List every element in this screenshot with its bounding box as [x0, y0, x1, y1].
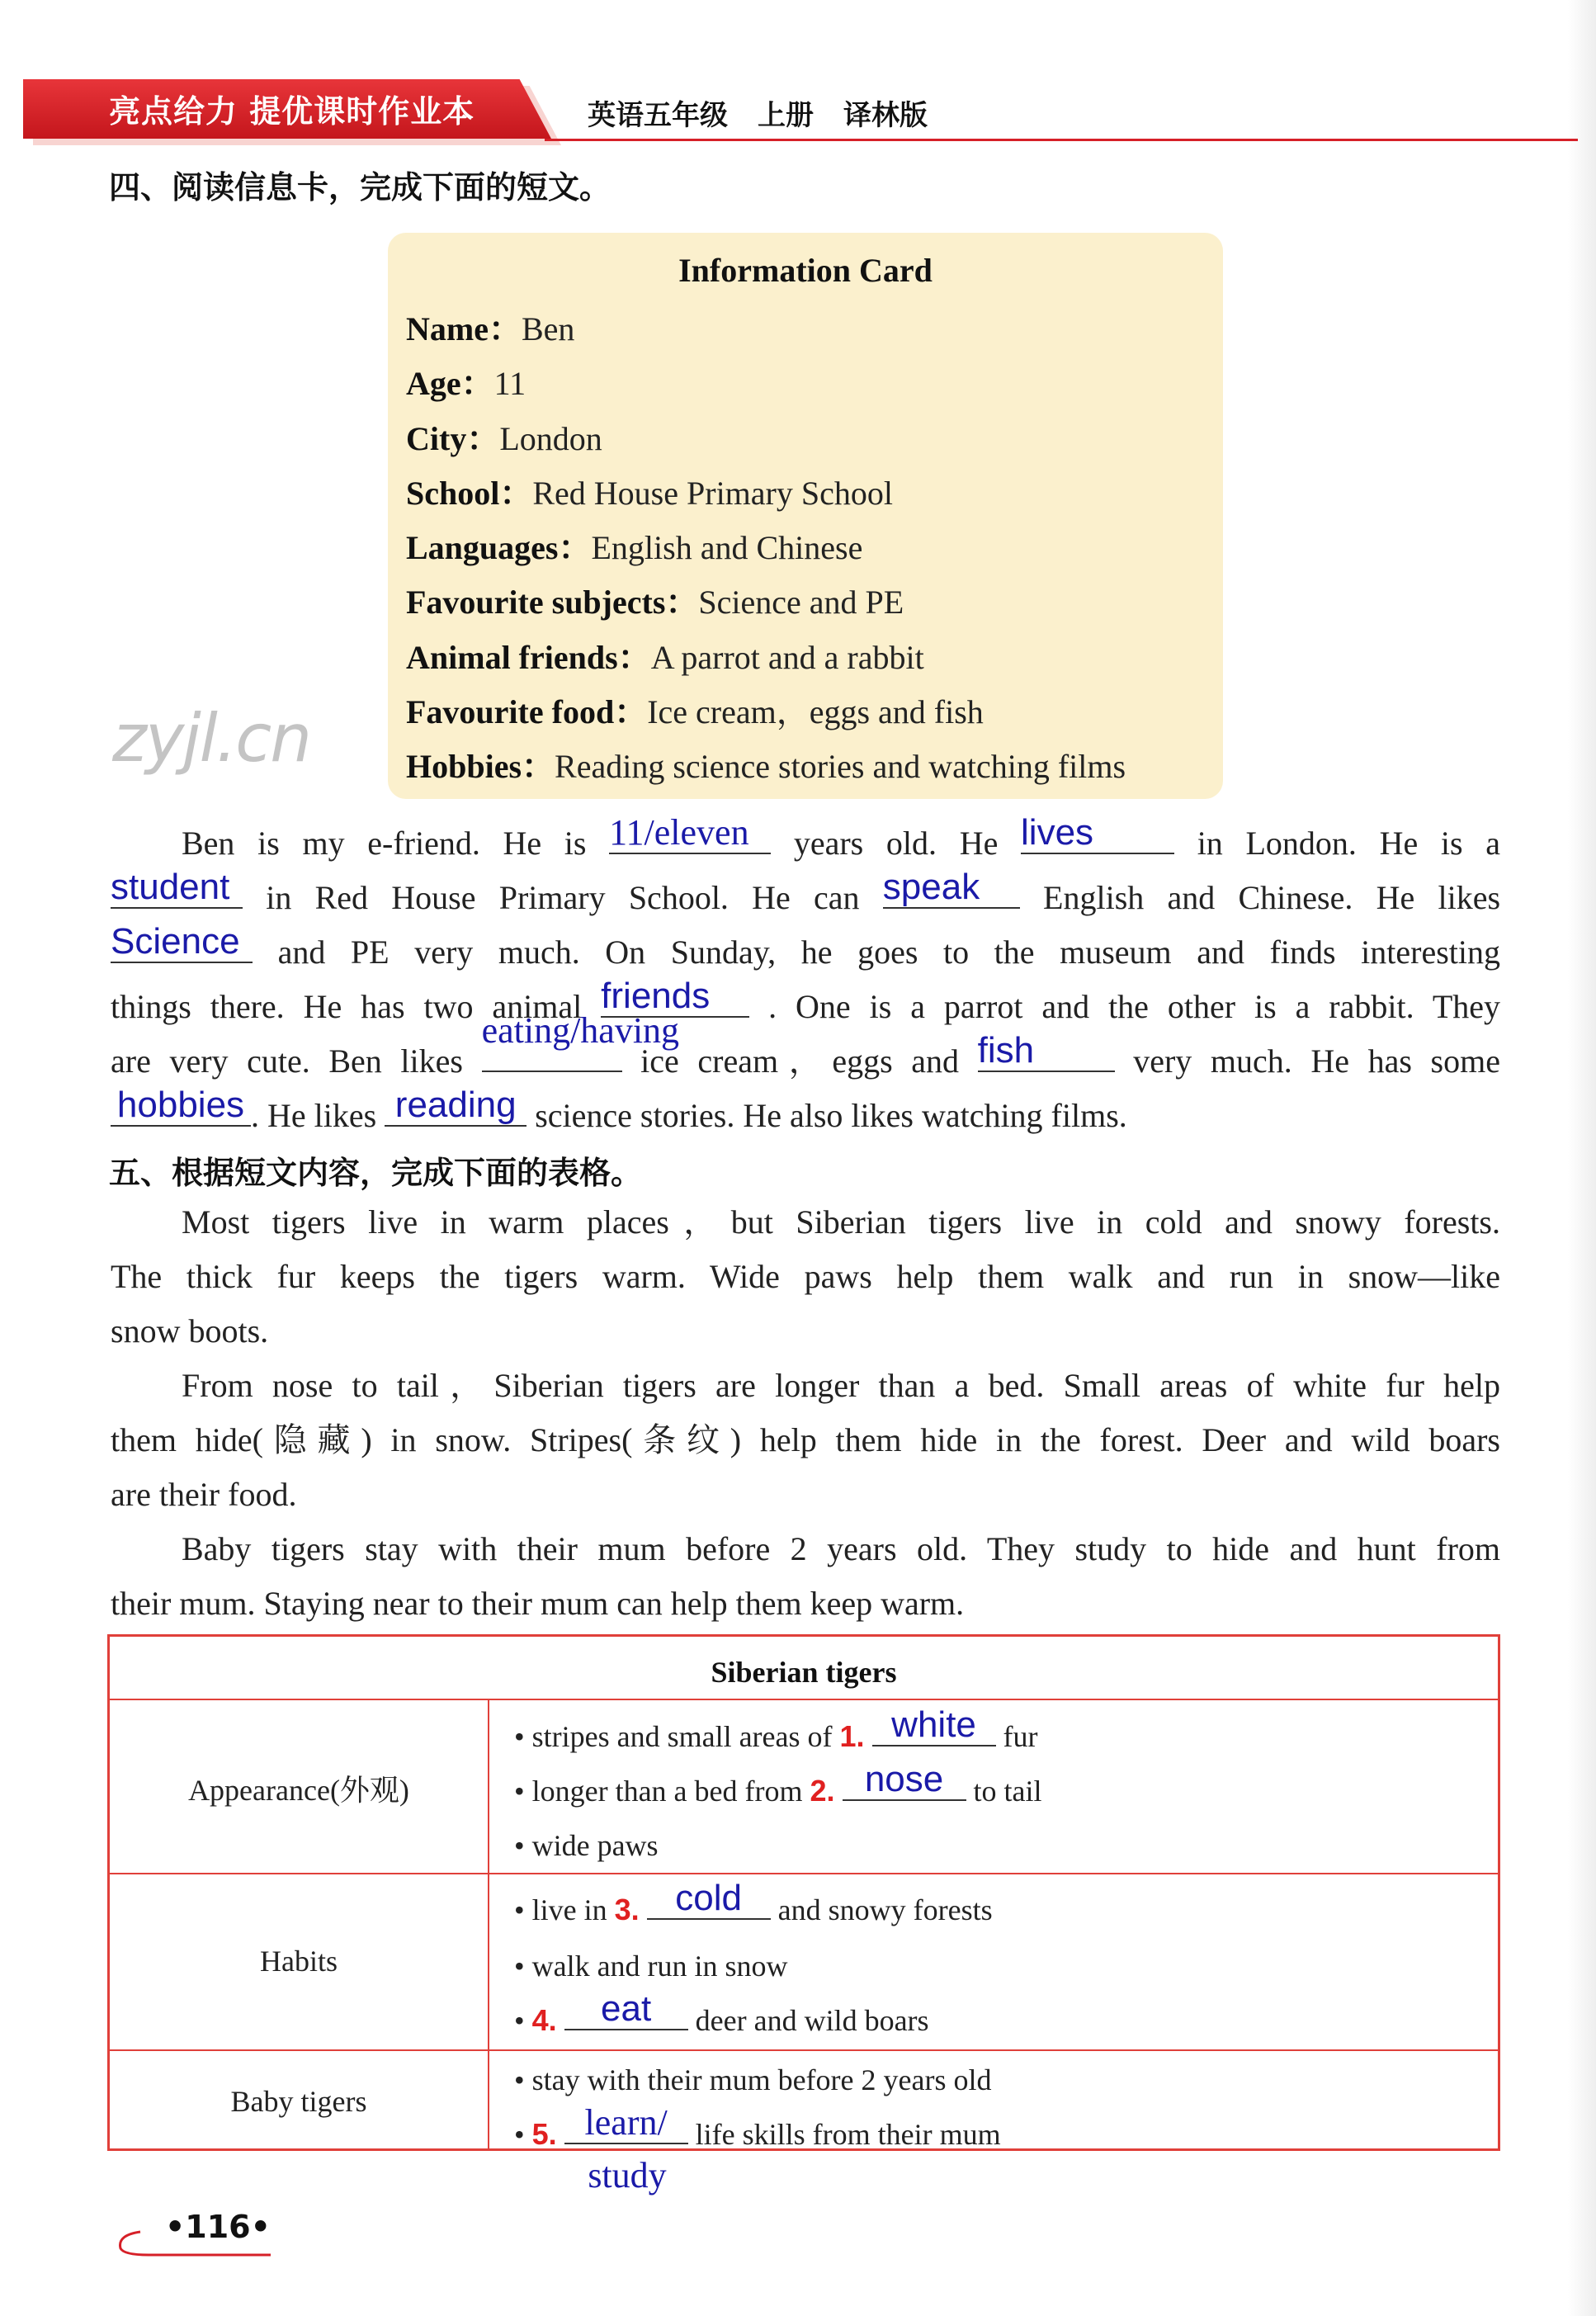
passage-text: in Red House Primary School. He can — [266, 879, 860, 916]
card-label: City： — [406, 419, 500, 457]
card-row-subjects — [406, 575, 1126, 630]
card-value: Science and PE — [698, 584, 904, 622]
question-number: 3. — [614, 1893, 640, 1926]
row-label-appearance: Appearance(外观) — [188, 1774, 409, 1807]
bullet-text: life skills from their mum — [695, 2118, 1001, 2151]
answer-blank — [843, 1759, 966, 1801]
question-number: 1. — [839, 1719, 865, 1753]
tiger-passage-line: Most tigers live in warm places，but Siberian tigers live in cold and snowy forests. — [182, 1203, 1500, 1241]
answer-blank — [111, 867, 243, 909]
tiger-passage-line: From nose to tail，Siberian tigers are longer than a bed. Small areas of white fur help — [182, 1367, 1500, 1404]
watermark: zyjl.cn — [112, 700, 310, 777]
card-label: Animal friends： — [406, 638, 651, 676]
bullet-text: to tail — [973, 1775, 1042, 1808]
card-row-age — [406, 357, 1126, 411]
bullet-text: • longer than a bed from — [514, 1775, 803, 1808]
card-value: Red House Primary School — [532, 474, 893, 512]
card-value: Ben — [521, 310, 575, 347]
row-label-baby-tigers: Baby tigers — [230, 2085, 367, 2118]
handwritten-answer: eat — [601, 1988, 652, 2029]
section-4-heading: 四、阅读信息卡，完成下面的短文。 — [109, 169, 611, 206]
card-row-animals — [406, 631, 1126, 685]
card-row-hobbies — [406, 740, 1126, 794]
handwritten-answer: fish — [977, 1030, 1035, 1071]
passage-line-3 — [111, 921, 1501, 980]
edition-label: 译林版 — [843, 99, 928, 132]
handwritten-answer: reading — [394, 1085, 517, 1125]
card-value: Ice cream，eggs and fish — [647, 693, 984, 731]
card-value: 11 — [493, 365, 526, 403]
answer-blank — [882, 867, 1020, 909]
card-label: Favourite food： — [406, 693, 648, 731]
card-row-languages — [406, 521, 1126, 575]
answer-blank — [872, 1704, 996, 1746]
passage-text: years old. He — [793, 825, 999, 862]
volume-label: 上册 — [758, 99, 814, 132]
page-edge — [1568, 0, 1596, 2316]
bullet-eat — [514, 1988, 929, 2041]
handwritten-answer: 11/eleven — [609, 812, 749, 853]
card-row-food — [406, 685, 1126, 740]
passage-line-6 — [111, 1085, 1500, 1143]
bullet-text: fur — [1003, 1720, 1038, 1753]
bullet-live-in — [514, 1878, 993, 1931]
passage-line-1 — [111, 812, 1500, 871]
passage-text: are very cute. Ben likes — [111, 1042, 463, 1080]
card-value: London — [499, 419, 602, 457]
handwritten-answer: friends — [601, 976, 711, 1016]
card-label: Hobbies： — [406, 748, 555, 786]
book-info — [588, 92, 957, 133]
bullet-learn — [514, 2102, 1001, 2155]
subject-label: 英语五年级 — [588, 99, 728, 132]
card-label: Age： — [406, 365, 494, 403]
passage-text: ice cream，eggs and — [640, 1042, 959, 1080]
tiger-passage-line: are their food. — [111, 1476, 297, 1513]
page-number: •116• — [165, 2209, 271, 2245]
tiger-passage-line: snow boots. — [111, 1312, 269, 1349]
passage-line-5 — [111, 1010, 1500, 1089]
table-column-divider — [488, 1700, 489, 2148]
answer-blank — [111, 1085, 251, 1127]
answer-blank — [564, 1988, 688, 2030]
bullet-text: • — [514, 2118, 525, 2151]
bullet-longer-than-bed — [514, 1759, 1042, 1812]
card-title: Information Card — [678, 252, 933, 289]
card-label: Name： — [406, 310, 522, 347]
bullet-wide-paws: • wide paws — [514, 1829, 659, 1862]
handwritten-answer-continued: study — [588, 2155, 667, 2195]
question-number: 5. — [531, 2117, 557, 2151]
answer-blank — [111, 921, 253, 963]
bullet-text: • stripes and small areas of — [514, 1720, 833, 1753]
passage-text: things there. He has two animal — [111, 988, 583, 1025]
card-label: Languages： — [406, 529, 592, 567]
passage-text: . One is a parrot and the other is a rabbit. They — [768, 988, 1501, 1025]
card-row-name — [406, 302, 1126, 357]
bullet-text: deer and wild boars — [695, 2004, 929, 2037]
tiger-passage-line: The thick fur keeps the tigers warm. Wide paws help them walk and run in snow—like — [111, 1258, 1500, 1295]
handwritten-answer: nose — [864, 1759, 944, 1799]
card-value: Reading science stories and watching films — [555, 748, 1126, 786]
row-label-habits: Habits — [260, 1945, 338, 1978]
handwritten-answer: student — [111, 867, 230, 907]
card-value: A parrot and a rabbit — [650, 638, 924, 676]
question-number: 4. — [531, 2003, 557, 2037]
bullet-stay-with-mum: • stay with their mum before 2 years old — [514, 2063, 992, 2096]
table-divider — [110, 1699, 1498, 1700]
handwritten-answer: eating/having — [481, 1010, 680, 1051]
handwritten-answer: speak — [882, 867, 980, 907]
passage-text: Ben is my e-friend. He is — [182, 825, 587, 862]
handwritten-answer: learn/ — [584, 2102, 668, 2143]
passage-text: very much. He has some — [1133, 1042, 1500, 1080]
card-row-school — [406, 466, 1126, 521]
handwritten-answer: white — [891, 1704, 976, 1745]
passage-text: science stories. He also likes watching films. — [535, 1097, 1127, 1134]
bullet-walk-run: • walk and run in snow — [514, 1950, 788, 1983]
table-divider — [110, 1873, 1498, 1874]
passage-text: in London. He is a — [1197, 825, 1500, 862]
brand-title: 亮点给力 提优课时作业本 — [109, 93, 475, 130]
handwritten-answer: Science — [111, 921, 240, 962]
card-value: English and Chinese — [591, 529, 863, 567]
answer-blank — [564, 2102, 688, 2144]
passage-text: and PE very much. On Sunday, he goes to the museum and finds interesting — [277, 933, 1501, 971]
passage-text: English and Chinese. He likes — [1043, 879, 1501, 916]
bullet-stripes — [514, 1704, 1038, 1757]
tiger-passage-line: them hide(隐藏) in snow. Stripes(条纹) help them hide in the forest. Deer and wild boars — [111, 1421, 1500, 1458]
handwritten-answer: cold — [675, 1878, 742, 1918]
answer-blank — [609, 812, 771, 854]
answer-blank — [1021, 812, 1174, 854]
handwritten-answer: hobbies — [116, 1085, 245, 1125]
bullet-text: • live in — [514, 1893, 607, 1926]
information-card — [388, 233, 1223, 799]
handwritten-answer: lives — [1021, 812, 1094, 853]
card-rows — [406, 302, 1126, 795]
table-title: Siberian tigers — [711, 1656, 897, 1689]
answer-blank — [647, 1878, 771, 1920]
section-5-heading: 五、根据短文内容，完成下面的表格。 — [109, 1155, 643, 1191]
bullet-text: and snowy forests — [777, 1893, 993, 1926]
tiger-passage-line: their mum. Staying near to their mum can help them keep warm. — [111, 1585, 965, 1622]
table-divider — [110, 2049, 1498, 2051]
answer-blank — [481, 1010, 680, 1072]
card-row-city — [406, 412, 1126, 466]
siberian-tigers-table — [107, 1634, 1500, 2151]
tiger-passage-line: Baby tigers stay with their mum before 2 years old. They study to hide and hunt from — [182, 1530, 1500, 1567]
answer-blank — [385, 1085, 526, 1127]
header-rule — [545, 139, 1578, 141]
answer-blank — [977, 1030, 1115, 1072]
passage-text: . He likes — [251, 1097, 377, 1134]
passage-line-2 — [111, 867, 1501, 925]
card-label: School： — [406, 474, 533, 512]
passage-line-4 — [111, 976, 1501, 1034]
card-label: Favourite subjects： — [406, 584, 699, 622]
question-number: 2. — [810, 1774, 835, 1808]
bullet-text: • — [514, 2004, 525, 2037]
